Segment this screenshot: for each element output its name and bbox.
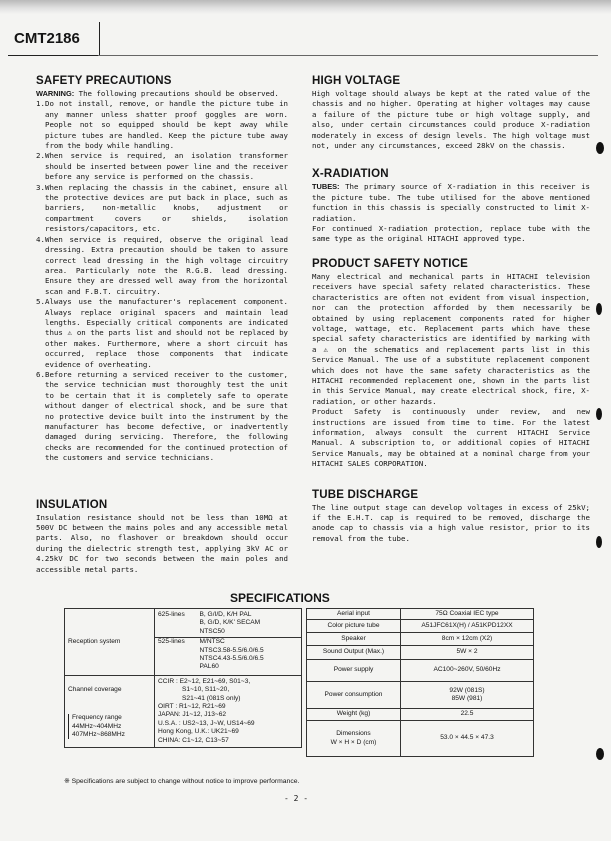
header-rule xyxy=(98,55,598,56)
system-value: NTSC50 xyxy=(199,627,225,635)
list-item xyxy=(36,235,288,297)
item-text: Always use the manufacturer's replacement component. Always replace original spacers and maintain lead lengths. Especially critical components are indicated thus ⚠ on the parts list and should not be replaced by other makes. Furthermore, where a short circuit has occurred, replace those components that indicate evidence of overheating. xyxy=(45,297,288,369)
table-row xyxy=(307,660,534,682)
channel-value: CHINA: C1~12, C13~57 xyxy=(158,736,229,744)
product-safety-heading: PRODUCT SAFETY NOTICE xyxy=(312,257,469,270)
system-value: NTSC3.58-5.5/6.0/6.5 xyxy=(199,646,264,654)
item-number: 4. xyxy=(36,234,45,244)
spec-label-line: Dimensions xyxy=(336,730,371,738)
channel-value: S21~41 (081S only) xyxy=(182,694,241,702)
table-row xyxy=(307,721,534,757)
item-number: 6. xyxy=(36,369,45,379)
left-column xyxy=(36,74,288,575)
xradiation-text xyxy=(312,182,590,224)
list-item xyxy=(36,297,288,370)
item-text: When replacing the chassis in the cabinet, ensure all the protective devices are put back in place, such as barriers, non-metallic knobs, adjustment or compartment covers or shields, isolation resistors/capacitors, etc. xyxy=(45,182,288,234)
warning-label: WARNING: xyxy=(36,89,75,98)
channel-value: JAPAN: J1~12, J13~62 xyxy=(158,711,227,719)
xradiation-heading: X-RADIATION xyxy=(312,168,389,181)
item-number: 2. xyxy=(36,151,45,161)
binder-hole-mark xyxy=(596,408,602,420)
list-item xyxy=(36,99,288,151)
binder-hole-mark xyxy=(596,748,604,760)
specifications-note: ※ Specifications are subject to change without notice to improve performance. xyxy=(64,778,300,785)
item-number: 3. xyxy=(36,182,45,192)
spec-label: Aerial input xyxy=(307,609,401,620)
spec-value: 53.0 × 44.5 × 47.3 xyxy=(401,721,534,757)
table-row xyxy=(307,682,534,709)
spec-table-left xyxy=(64,608,302,748)
tube-discharge-heading: TUBE DISCHARGE xyxy=(312,488,419,501)
system-value: M/NTSC xyxy=(199,638,225,646)
item-number: 5. xyxy=(36,297,45,307)
spec-value: 8cm × 12cm (X2) xyxy=(401,633,534,646)
lines-525-label: 525-lines xyxy=(155,638,197,676)
insulation-text: Insulation resistance should not be less than 10MΩ at 500V DC between the mains poles and any accessible metal parts. Also, no flashover or breakdown should occur during the dielectric strength test, applying 3kV AC or 4.25kV DC for two seconds between the main poles and accessible metal parts. xyxy=(36,512,288,574)
system-value: B, G/I/D, K/H PAL xyxy=(199,611,252,618)
item-number: 1. xyxy=(36,99,45,109)
spacer xyxy=(68,694,151,714)
tube-discharge-section xyxy=(312,488,590,545)
safety-precautions-heading: SAFETY PRECAUTIONS xyxy=(36,75,172,87)
channel-value: CCIR : E2~12, E21~69, S01~3, xyxy=(158,677,251,685)
spec-label-line: W × H × D (cm) xyxy=(330,738,377,746)
binder-hole-mark xyxy=(596,142,604,154)
spec-label: Power consumption xyxy=(307,682,401,709)
spec-value: 92W (081S) 85W (981) xyxy=(401,682,534,709)
spec-label xyxy=(307,721,401,757)
table-row xyxy=(65,609,302,638)
spec-value: 22.5 xyxy=(401,709,534,721)
spec-value: 5W × 2 xyxy=(401,646,534,660)
spec-label: Speaker xyxy=(307,633,401,646)
channel-value: OIRT : R1~12, R21~69 xyxy=(158,703,226,711)
lines-625-values xyxy=(197,609,302,638)
xradiation-text-2: For continued X-radiation protection, replace tube with the same type as the original HITACHI approved type. xyxy=(312,224,590,244)
table-row xyxy=(307,633,534,646)
xradiation-text-1: The primary source of X-radiation in this receiver is the picture tube. The tube utilised for the above mentioned function in this chassis is specially constructed to limit X-radiation. xyxy=(312,182,590,223)
reception-label: Reception system xyxy=(65,609,155,676)
insulation-heading: INSULATION xyxy=(36,498,108,511)
channel-list xyxy=(155,675,302,747)
spacer xyxy=(312,245,590,257)
xradiation-section xyxy=(312,167,590,244)
lines-625-label: 625-lines xyxy=(155,609,197,638)
warning-text: The following precautions should be observed. xyxy=(74,89,279,98)
item-text: Do not install, remove, or handle the picture tube in any manner unless shatter proof goggles are worn. People not so equipped should be kept away while picture tubes are handled. Keep the picture tube away from the body while handling. xyxy=(45,99,288,151)
tubes-label: TUBES: xyxy=(312,182,340,192)
page-number: - 2 - xyxy=(284,794,309,803)
spec-value: AC100~260V, 50/60Hz xyxy=(401,660,534,682)
product-safety-p1: Many electrical and mechanical parts in HITACHI television receivers have special safety related characteristics. These characteristics are often not evident from visual inspection, nor can the protection afforded by them necessarily be obtained by using replacement components rated for higher voltage, wattage, etc. Replacement parts which have these special safety characteristics are identified by marking with a ⚠ on the schematics and replacement parts list in this Service Manual. The use of a substitute replacement component which does not have the same safety characteristics as the HITACHI recommended replacement one, shown in the parts list in this Service Manual, may create electrical shock, fire, X-radiation, or other hazards. xyxy=(312,271,590,406)
system-value: B, G/D, K/K' SECAM xyxy=(199,619,261,627)
safety-precautions-section xyxy=(36,74,288,464)
frequency-range-value: 407MHz~868MHz xyxy=(72,731,125,739)
system-value: PAL60 xyxy=(199,663,219,671)
system-value: NTSC4.43-5.5/6.0/6.5 xyxy=(199,655,264,663)
table-row xyxy=(65,675,302,747)
scan-artifact-band xyxy=(0,0,611,14)
spec-label: Color picture tube xyxy=(307,620,401,633)
high-voltage-text: High voltage should always be kept at the rated value of the chassis and no higher. Operating at higher voltages may cause a failure of the picture tube or high voltage supply, and also, under certain circumstances could produce X-radiation moderately in excess of design levels. The high voltage must not, under any circumstances, exceed 28kV on the chassis. xyxy=(312,89,590,151)
spacer xyxy=(312,470,590,488)
list-item xyxy=(36,183,288,235)
frequency-range-value: 44MHz~404MHz xyxy=(72,722,122,730)
channel-value: S1~10, S11~20, xyxy=(182,686,230,694)
spec-value: A51JFC61X(H) / A51KPD12XX xyxy=(401,620,534,633)
insulation-section xyxy=(36,498,288,575)
spec-label: Sound Output (Max.) xyxy=(307,646,401,660)
tube-discharge-text: The line output stage can develop voltages in excess of 25kV; if the E.H.T. cap is required to be removed, discharge the anode cap to chassis via a high value resistor, prior to its removal from the tube. xyxy=(312,502,590,543)
item-text: When service is required, an isolation transformer should be inserted between power line and the receiver before any service is performed on the chassis. xyxy=(45,151,288,182)
channel-value: Hong Kong, U.K.: UK21~69 xyxy=(158,728,239,736)
product-safety-section xyxy=(312,257,590,470)
frequency-range-block xyxy=(68,714,151,739)
binder-hole-mark xyxy=(596,303,602,315)
high-voltage-section xyxy=(312,74,590,151)
model-number: CMT2186 xyxy=(8,22,100,56)
high-voltage-heading: HIGH VOLTAGE xyxy=(312,75,401,87)
product-safety-p2: Product Safety is continuously under review, and new instructions are issued from time to time. For the latest information, always consult the current HITACHI Service Manual. A subscription to, or additional copies of HITACHI Service Manuals, may be obtained at a nominal charge from your HITACHI SALES CORPORATION. xyxy=(312,407,590,469)
spacer xyxy=(36,464,288,498)
channel-value: U.S.A. : US2~13, J~W, US14~69 xyxy=(158,719,255,727)
frequency-range-label: Frequency range xyxy=(72,714,122,722)
list-item xyxy=(36,151,288,182)
spacer xyxy=(312,151,590,167)
spec-label: Weight (kg) xyxy=(307,709,401,721)
table-row xyxy=(307,709,534,721)
lines-525-values xyxy=(197,638,302,676)
binder-hole-mark xyxy=(596,536,602,548)
specifications-heading: SPECIFICATIONS xyxy=(230,591,330,605)
channel-coverage-cell xyxy=(65,675,155,747)
item-text: When service is required, observe the original lead dressing. Extra precaution should be taken to assure correct lead dressing in the high voltage circuitry area. Particularly note the R.G.B. lead dressing. Ensure they are dressed well away from the horizontal scan and F.B.T. circuitry. xyxy=(45,234,288,296)
table-row xyxy=(307,609,534,620)
spec-table-right xyxy=(306,608,534,757)
precaution-list xyxy=(36,99,288,463)
warning-line xyxy=(36,89,288,99)
spec-label: Power supply xyxy=(307,660,401,682)
table-row xyxy=(307,646,534,660)
channel-coverage-label: Channel coverage xyxy=(68,685,122,693)
table-row xyxy=(307,620,534,633)
item-text: Before returning a serviced receiver to the customer, the service technician must thoroughly test the unit to be certain that it is completely safe to operate without danger of electrical shock, and be sure that no protective device built into the instrument by the manufacturer has become defective, or inadvertently damaged during servicing. Therefore, the following checks are recommended for the continued protection of the customers and service technicians. xyxy=(45,369,288,463)
spec-value: 75Ω Coaxial IEC type xyxy=(401,609,534,620)
right-column xyxy=(312,74,590,544)
list-item xyxy=(36,370,288,464)
